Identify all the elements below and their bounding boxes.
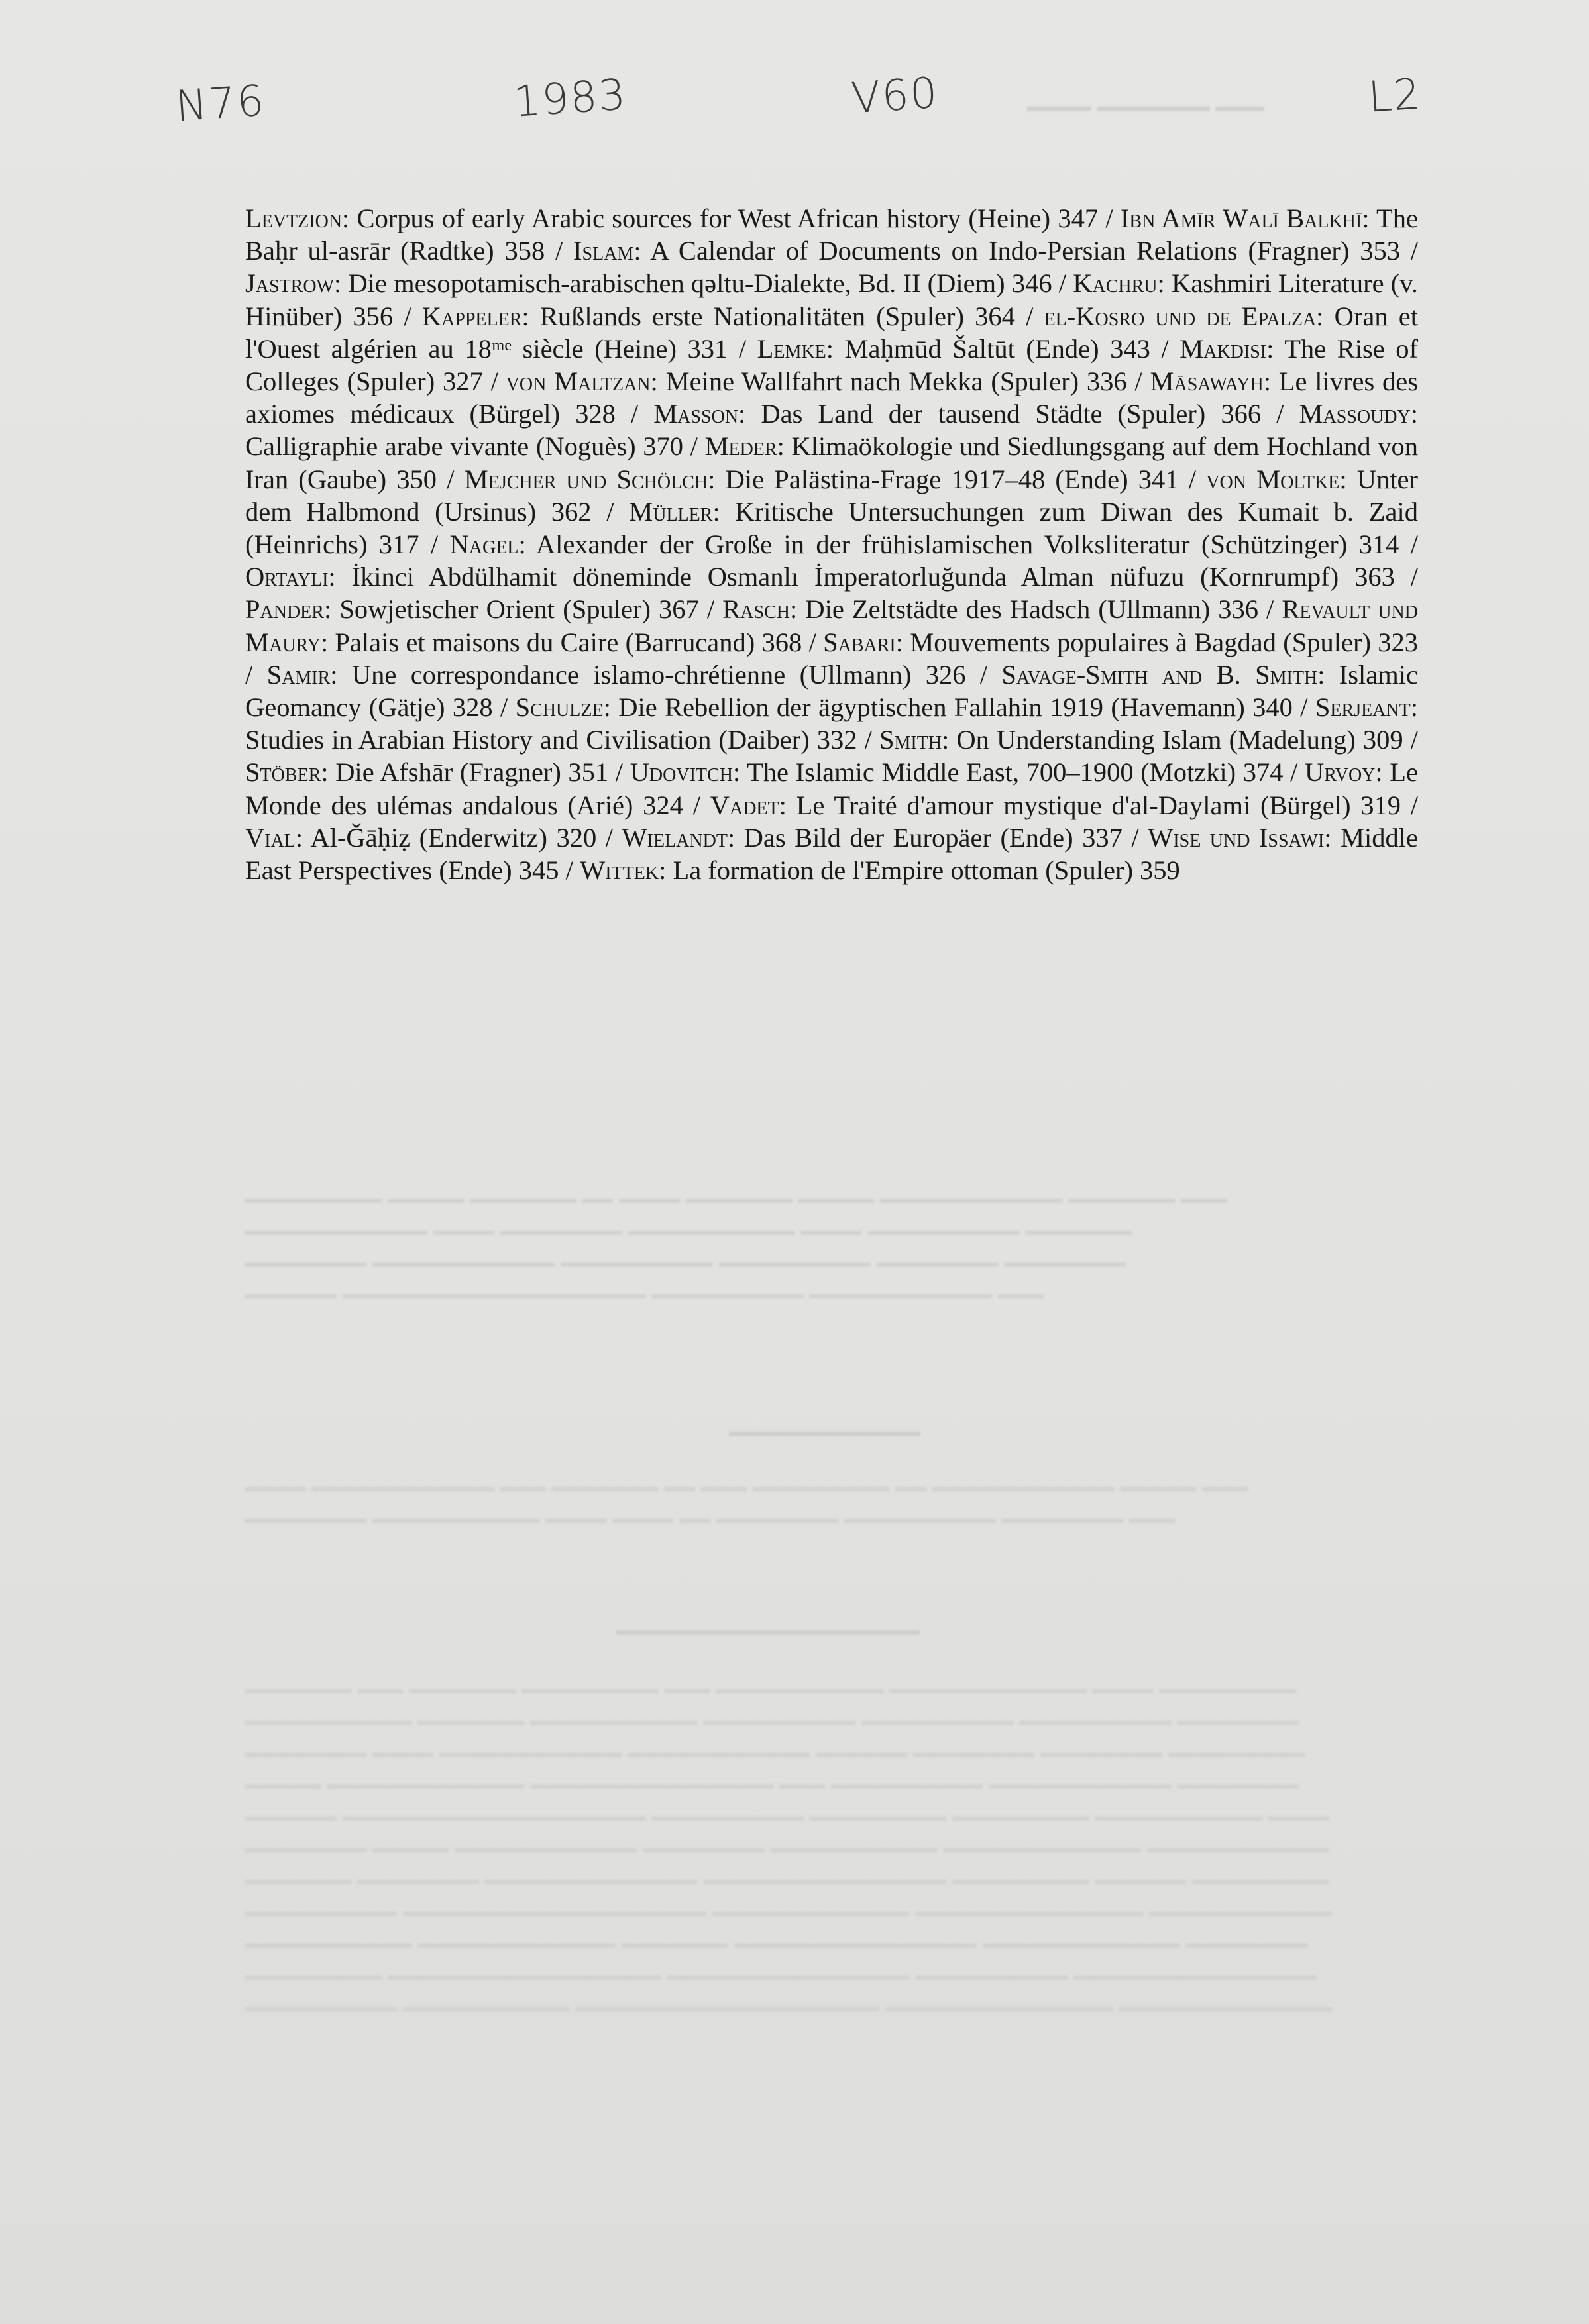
- entry-title: : Calligraphie arabe vivante (Noguès) 370 /: [245, 399, 1419, 462]
- entry-title: : Kritische Untersuchungen zum Diwan des Kumait b. Zaid (Heinrichs) 317 /: [245, 496, 1418, 560]
- entry-author: Meder: [704, 431, 777, 462]
- entry-title: : Alexander der Große in der frühislamischen Volksliteratur (Schützinger) 314 /: [518, 529, 1418, 560]
- entry-title: : Oran et l'Ouest algérien au 18ᵐᵉ siècle (Heine) 331 /: [245, 301, 1418, 364]
- bleed-through-text: ━━━━ ━━━━━━━ ━━━: [1027, 94, 1264, 124]
- entry-author: Vial: [245, 822, 296, 853]
- entry-title: : La formation de l'Empire ottoman (Spuler) 359: [659, 855, 1180, 886]
- entry-author: Jastrow: [245, 268, 334, 299]
- handwritten-note: 1983: [512, 70, 629, 127]
- entry-author: Islam: [573, 236, 634, 266]
- entry-title: : Le Traité d'amour mystique d'al-Daylami (Bürgel) 319 /: [779, 790, 1418, 820]
- entry-title: : Das Bild der Europäer (Ende) 337 /: [727, 822, 1148, 853]
- entry-author: von Moltke: [1206, 464, 1340, 494]
- entry-author: Makdisi: [1179, 333, 1267, 364]
- entry-author: Smith: [879, 725, 942, 755]
- entry-title: : Die mesopotamisch-arabischen qəltu-Dialekte, Bd. II (Diem) 346 /: [333, 268, 1073, 299]
- entry-author: Stöber: [245, 757, 321, 788]
- entry-author: Müller: [629, 496, 713, 527]
- entry-author: Wise und Issawi: [1148, 822, 1325, 853]
- entry-author: Rasch: [722, 594, 790, 625]
- entry-title: : Maḥmūd Šaltūt (Ende) 343 /: [826, 333, 1180, 364]
- entry-author: Māsawayh: [1150, 366, 1264, 397]
- entry-author: Levtzion: [245, 203, 343, 233]
- bleed-through-block: ━━━━ ━━━━━━━━━━━━ ━━━ ━━━━━━━ ━━ ━━━ ━━━━━━━━━ ━━ ━━━━━━━━━━━━ ━━━━━ ━━━ ━━━━━━━━ ━━━━━━━━━━━ ━━━━ ━━━━ ━━ ━━━━━━━━ ━━━━━━━━━━ ━━━━━━━━ ━━━: [245, 1476, 1248, 1536]
- entry-author: Udovitch: [630, 757, 733, 788]
- entry-author: Ortaylı: [245, 562, 329, 592]
- entry-author: Revault und Maury: [245, 594, 1418, 657]
- entry-author: Urvoy: [1305, 757, 1376, 788]
- entry-title: : The Baḥr ul-asrār (Radtke) 358 /: [245, 203, 1418, 266]
- entry-title: : Sowjetischer Orient (Spuler) 367 /: [323, 594, 723, 625]
- entry-title: : On Understanding Islam (Madelung) 309 /: [942, 725, 1419, 755]
- entry-title: : Rußlands erste Nationalitäten (Spuler) 364 /: [521, 301, 1044, 331]
- entry-author: Vadet: [710, 790, 779, 820]
- entry-title: : Die Rebellion der ägyptischen Fallahin 1919 (Havemann) 340 /: [603, 692, 1315, 723]
- entry-title: : Die Zeltstädte des Hadsch (Ullmann) 336 /: [789, 594, 1282, 625]
- entry-title: : Al-Ǧāḥiẓ (Enderwitz) 320 /: [295, 822, 622, 853]
- entry-author: Kappeler: [421, 301, 522, 331]
- entry-title: : The Islamic Middle East, 700–1900 (Motzki) 374 /: [732, 757, 1305, 788]
- entry-title: : Islamic Geomancy (Gätje) 328 /: [245, 659, 1418, 723]
- entry-title: : Palais et maisons du Caire (Barrucand) 368 /: [320, 627, 824, 657]
- entry-author: von Maltzan: [506, 366, 651, 397]
- bleed-through-heading: ━━━━━━━━━━━━: [729, 1419, 920, 1449]
- entry-title: : Le livres des axiomes médicaux (Bürgel) 328 /: [245, 366, 1419, 429]
- entry-author: Wielandt: [622, 822, 728, 853]
- entry-title: : Mouvements populaires à Bagdad (Spuler) 323 /: [245, 627, 1418, 690]
- entry-title: : Kashmiri Literature (v. Hinüber) 356 /: [245, 268, 1419, 331]
- entry-title: : Corpus of early Arabic sources for West African history (Heine) 347 /: [342, 203, 1121, 233]
- entry-title: : İkinci Abdülhamit döneminde Osmanlı İmperatorluğunda Alman nüfuzu (Kornrumpf) 363 /: [328, 562, 1418, 592]
- entry-title: : Unter dem Halbmond (Ursinus) 362 /: [245, 464, 1419, 527]
- entry-author: Pander: [245, 594, 324, 625]
- entry-author: Wittek: [579, 855, 659, 886]
- entry-title: : Meine Wallfahrt nach Mekka (Spuler) 336 /: [650, 366, 1150, 397]
- entry-author: Massoudy: [1299, 399, 1411, 429]
- entry-title: : Die Afshār (Fragner) 351 /: [321, 757, 630, 788]
- entry-title: : Le Monde des ulémas andalous (Arié) 324 /: [245, 757, 1418, 820]
- bleed-through-block: ━━━━━━━ ━━━ ━━━━━━━ ━━━━━━━━━ ━━━ ━━━━━━━━━━━ ━━━━━━━━━━━━━ ━━━━ ━━━━━━━━━ ━━━━━━━━━━━ ━━━━━━━ ━━━━━━━━━━━ ━━━━━━━━━━ ━━━━━━━━━━ ━━━━━━━━━━ ━━━━━━━━ ━━━━━━━━ ━━━━ ━━━━━━━━━━━━ ━━━━━━━━━━━━ ━━━━━━ ━━━━━━━━ ━━━━━━━━ ━━━━━━━━━ ━━━━━ ━━━━━━━━━━━━━ ━━━━━━━━━━━━━━━━ ━━━ ━━━━━━━━━━ ━━━━━━━━━━━━ ━━━━━━━━ ━━━━━━ ━━━━━━━━━━━━━━━━━━━━ ━━━━━━━━━━ ━━━━━━━━━ ━━━━━━━━━ ━━━━━━━━━━━ ━━━━ ━━━━━━━━ ━━━━━ ━━━━━━━━━━━━ ━━━━━━━━ ━━━━━━━━━━━ ━━━━━━━━━━━━━ ━━━━━━━━━━━━ ━━━━━━━ ━━━━━━━━ ━━━━━━━━━━━━━━ ━━━━━━━━━━━━━━━━ ━━━━━━━━━ ━━━━━━ ━━━━━━━━━ ━━━━━━━━━━ ━━━━━━━━━━━━━━━━━━━━ ━━━━━━━━━━━━━ ━━━━━━━━━━━━━━━ ━━━━━━━━━━━━ ━━━━━━━━━━━ ━━━━━━━━━━━━━ ━━━━━━━ ━━━━━━━━━━━━━━━━ ━━━━━━━━━━━━━ ━━━━━━━━ ━━━━━━━━━ ━━━━━━━━━━━━━━━━━━ ━━━━━━━━━━━━━━━━ ━━━━━━━━━━ ━━━━━━━━━━━━━━━━ ━━━━━━━━━━ ━━━━━━━━━━━ ━━━━━━━━━━━━━━━━━━━━ ━━━━━━━━━━━━━━━ ━━━━━━━━━━━━━━: [245, 1678, 1332, 2024]
- entry-author: Lemke: [757, 333, 826, 364]
- entry-title: : Die Palästina-Frage 1917–48 (Ende) 341 /: [708, 464, 1207, 494]
- entry-author: Mejcher und Schölch: [464, 464, 708, 494]
- entry-author: Kachru: [1073, 268, 1158, 299]
- entry-title: : Klimaökologie und Siedlungsgang auf dem Hochland von Iran (Gaube) 350 /: [245, 431, 1418, 494]
- entry-author: el-Kosro und de Epalza: [1044, 301, 1317, 331]
- entry-title: : A Calendar of Documents on Indo-Persian Relations (Fragner) 353 /: [633, 236, 1418, 266]
- entry-author: Nagel: [449, 529, 519, 560]
- entry-author: Schulze: [515, 692, 604, 723]
- handwritten-note: N76: [174, 76, 267, 132]
- entry-title: : Studies in Arabian History and Civilisation (Daiber) 332 /: [245, 692, 1418, 755]
- entry-author: Serjeant: [1315, 692, 1411, 723]
- entry-author: Savage-Smith and B. Smith: [1001, 659, 1318, 690]
- entry-title: : Middle East Perspectives (Ende) 345 /: [245, 822, 1419, 886]
- entry-author: Ibn Amīr Walī Balkhī: [1120, 203, 1362, 233]
- entry-author: Masson: [653, 399, 739, 429]
- entry-title: : Une correspondance islamo-chrétienne (Ullmann) 326 /: [330, 659, 1002, 690]
- bleed-through-block: ━━━━━━━━━ ━━━━━ ━━━━━━━ ━━ ━━━━ ━━━━━━━ ━━━━━ ━━━━━━━━━━━━ ━━━━━━━ ━━━ ━━━━━━━━━━━━ ━━━━ ━━━━━━━━ ━━━━━━━━━━━ ━━━━ ━━━━━━━━━━ ━━━━━━━ ━━━━━━━━ ━━━━━━━━━━━━ ━━━━━━━━━━ ━━━━━━━━━━ ━━━━━━━━ ━━━━━━━━ ━━━━━━ ━━━━━━━━━━━━━━━━━━━━ ━━━━━━━━━━ ━━━━━━━━━━━━ ━━━: [245, 1188, 1227, 1311]
- handwritten-note: V60: [849, 68, 940, 124]
- entry-title: : Das Land der tausend Städte (Spuler) 366 /: [738, 399, 1299, 429]
- index-paragraph: [245, 202, 1418, 886]
- review-index-text: [245, 202, 1418, 886]
- entry-author: Samir: [266, 659, 331, 690]
- handwritten-note: L2: [1366, 70, 1423, 123]
- entry-author: Sabari: [823, 627, 896, 657]
- entry-title: : The Rise of Colleges (Spuler) 327 /: [245, 333, 1418, 397]
- bleed-through-heading: ━━━━━━━━━━━━━━━━━━━: [616, 1618, 920, 1648]
